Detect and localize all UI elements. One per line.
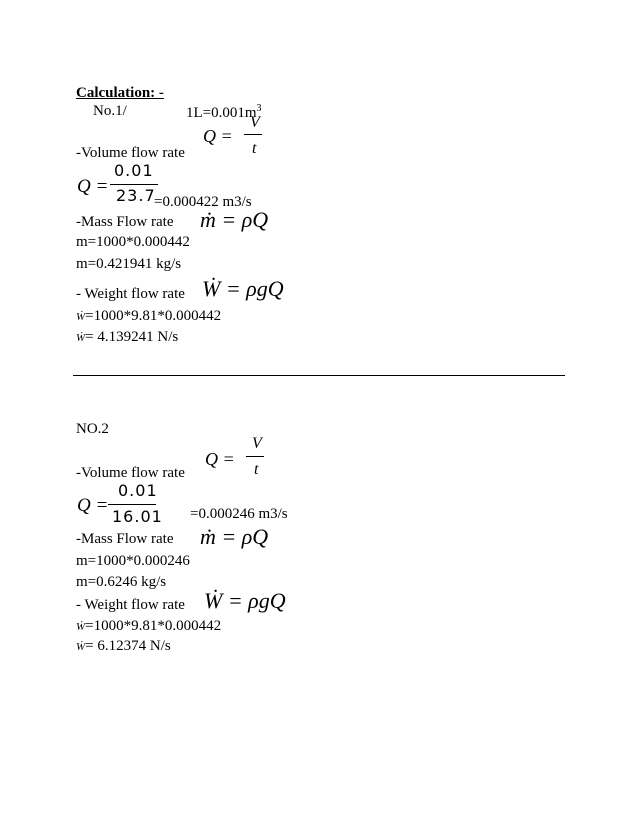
mass-flow-line-1a: m=1000*0.000442 xyxy=(76,234,190,250)
q-calc-fraction-bar-1 xyxy=(110,184,158,185)
q-result-2: =0.000246 m3/s xyxy=(190,506,288,522)
q-calc-fraction-bar-2 xyxy=(108,504,156,505)
case-number-2: NO.2 xyxy=(76,421,109,437)
formula-q-num-2: V xyxy=(252,435,262,452)
mass-flow-line-2a: m=1000*0.000246 xyxy=(76,553,190,569)
weight-flow-formula-1: Ẇ = ρgQ xyxy=(202,276,284,301)
mass-flow-line-2b: m=0.6246 kg/s xyxy=(76,574,167,590)
weight-flow-formula-2: Ẇ = ρgQ xyxy=(204,588,286,613)
q-calc-den-1: 23.7 xyxy=(116,186,156,205)
q-calc-num-2: 0.01 xyxy=(118,481,158,500)
formula-q-lhs-2: Q = xyxy=(205,449,235,469)
mass-flow-formula-2: ṁ = ρQ xyxy=(200,524,269,549)
q-calc-lhs-2: Q = xyxy=(77,495,109,516)
volume-flow-label-2: -Volume flow rate xyxy=(76,465,185,481)
weight-flow-label-2: - Weight flow rate xyxy=(76,597,185,613)
mass-flow-label-2: -Mass Flow rate xyxy=(76,531,174,547)
liter-exponent: 3 xyxy=(256,103,262,114)
mass-flow-formula-1: ṁ = ρQ xyxy=(200,207,269,232)
weight-symbol-1b: Ẇ xyxy=(76,332,86,344)
weight-symbol-2a: Ẇ xyxy=(76,621,86,633)
weight-symbol-2b: Ẇ xyxy=(76,641,86,653)
weight-flow-line-1b: Ẇ= 4.139241 N/s xyxy=(76,329,179,345)
section-divider xyxy=(73,375,565,376)
weight-flow-line-1a: Ẇ=1000*9.81*0.000442 xyxy=(76,308,222,324)
formula-q-lhs-1: Q = xyxy=(203,126,233,146)
weight-flow-label-1: - Weight flow rate xyxy=(76,286,185,302)
formula-q-den-1: t xyxy=(252,140,257,157)
weight-flow-line-2b: Ẇ= 6.12374 N/s xyxy=(76,638,171,654)
case-number-1: No.1/ xyxy=(93,103,127,119)
formula-q-fraction-bar-2 xyxy=(246,456,264,457)
liter-conversion: $1L=0.001m^3$ xyxy=(186,103,262,121)
formula-q-num-1: V xyxy=(250,114,260,131)
weight-symbol-1a: Ẇ xyxy=(76,311,86,323)
q-calc-num-1: 0.01 xyxy=(114,161,154,180)
mass-flow-label-1: -Mass Flow rate xyxy=(76,214,174,230)
formula-q-fraction-bar-1 xyxy=(244,134,262,135)
q-calc-lhs-1: Q = xyxy=(77,176,109,197)
calculation-heading: Calculation: - xyxy=(76,85,164,101)
weight-flow-line-2a: Ẇ=1000*9.81*0.000442 xyxy=(76,618,222,634)
q-result-1: =0.000422 m3/s xyxy=(154,194,252,210)
formula-q-den-2: t xyxy=(254,461,259,478)
mass-flow-line-1b: m=0.421941 kg/s xyxy=(76,256,182,272)
volume-flow-label-1: -Volume flow rate xyxy=(76,145,185,161)
q-calc-den-2: 16.01 xyxy=(112,507,163,526)
